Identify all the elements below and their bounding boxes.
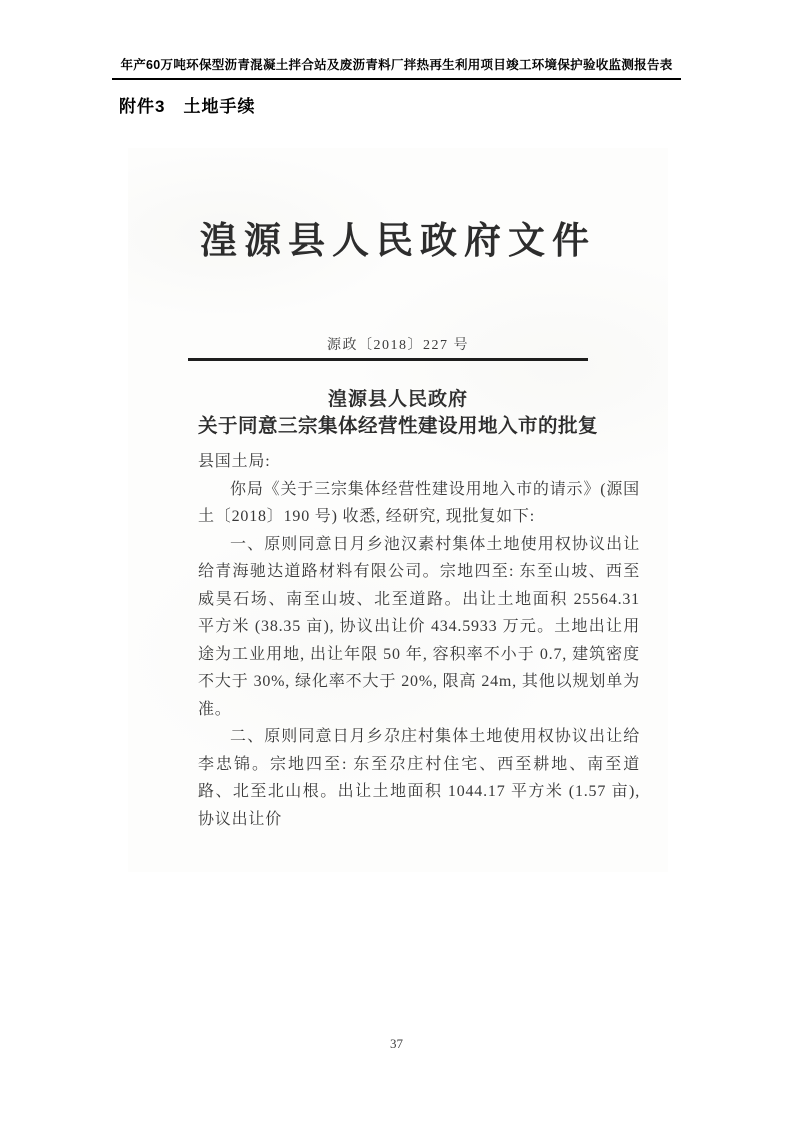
scanned-document: [128, 148, 668, 872]
document-title-line1: 湟源县人民政府: [327, 389, 468, 410]
masthead-divider-rule: [188, 358, 588, 361]
attachment-title: 附件3 土地手续: [119, 97, 256, 116]
report-header-title: 年产60万吨环保型沥青混凝土拌合站及废沥青料厂拌热再生利用项目竣工环境保护验收监测报告表: [112, 55, 680, 80]
document-title-line2: 关于同意三宗集体经营性建设用地入市的批复: [197, 416, 598, 437]
body-paragraph-intro: 你局《关于三宗集体经营性建设用地入市的请示》(源国土〔2018〕190 号) 收悉, 经研究, 现批复如下:: [198, 480, 640, 525]
document-title: [128, 386, 668, 440]
document-body: [198, 448, 640, 833]
document-masthead: 湟源县人民政府文件: [200, 221, 596, 262]
body-paragraph-item1: 一、原则同意日月乡池汉素村集体土地使用权协议出让给青海驰达道路材料有限公司。宗地四至: 东至山坡、西至威昊石场、南至山坡、北至道路。出让土地面积 25564.31 平方米 (38.35 亩), 协议出让价 434.5933 万元。土地出让用途为工业用地, 出让年限 50 年, 容积率不小于 0.7, 建筑密度不大于 30%, 绿化率不大于 20%, 限高 24m, 其他以规划单为准。: [198, 535, 640, 718]
body-paragraph-item2: 二、原则同意日月乡尕庄村集体土地使用权协议出让给李忠锦。宗地四至: 东至尕庄村住宅、西至耕地、南至道路、北至北山根。出让土地面积 1044.17 平方米 (1.57 亩), 协议出让价: [198, 728, 640, 828]
document-number: 源政〔2018〕227 号: [327, 338, 469, 353]
page-number: 37: [390, 1036, 403, 1051]
salutation-line: 县国土局:: [198, 453, 271, 470]
report-running-header: [0, 55, 793, 80]
